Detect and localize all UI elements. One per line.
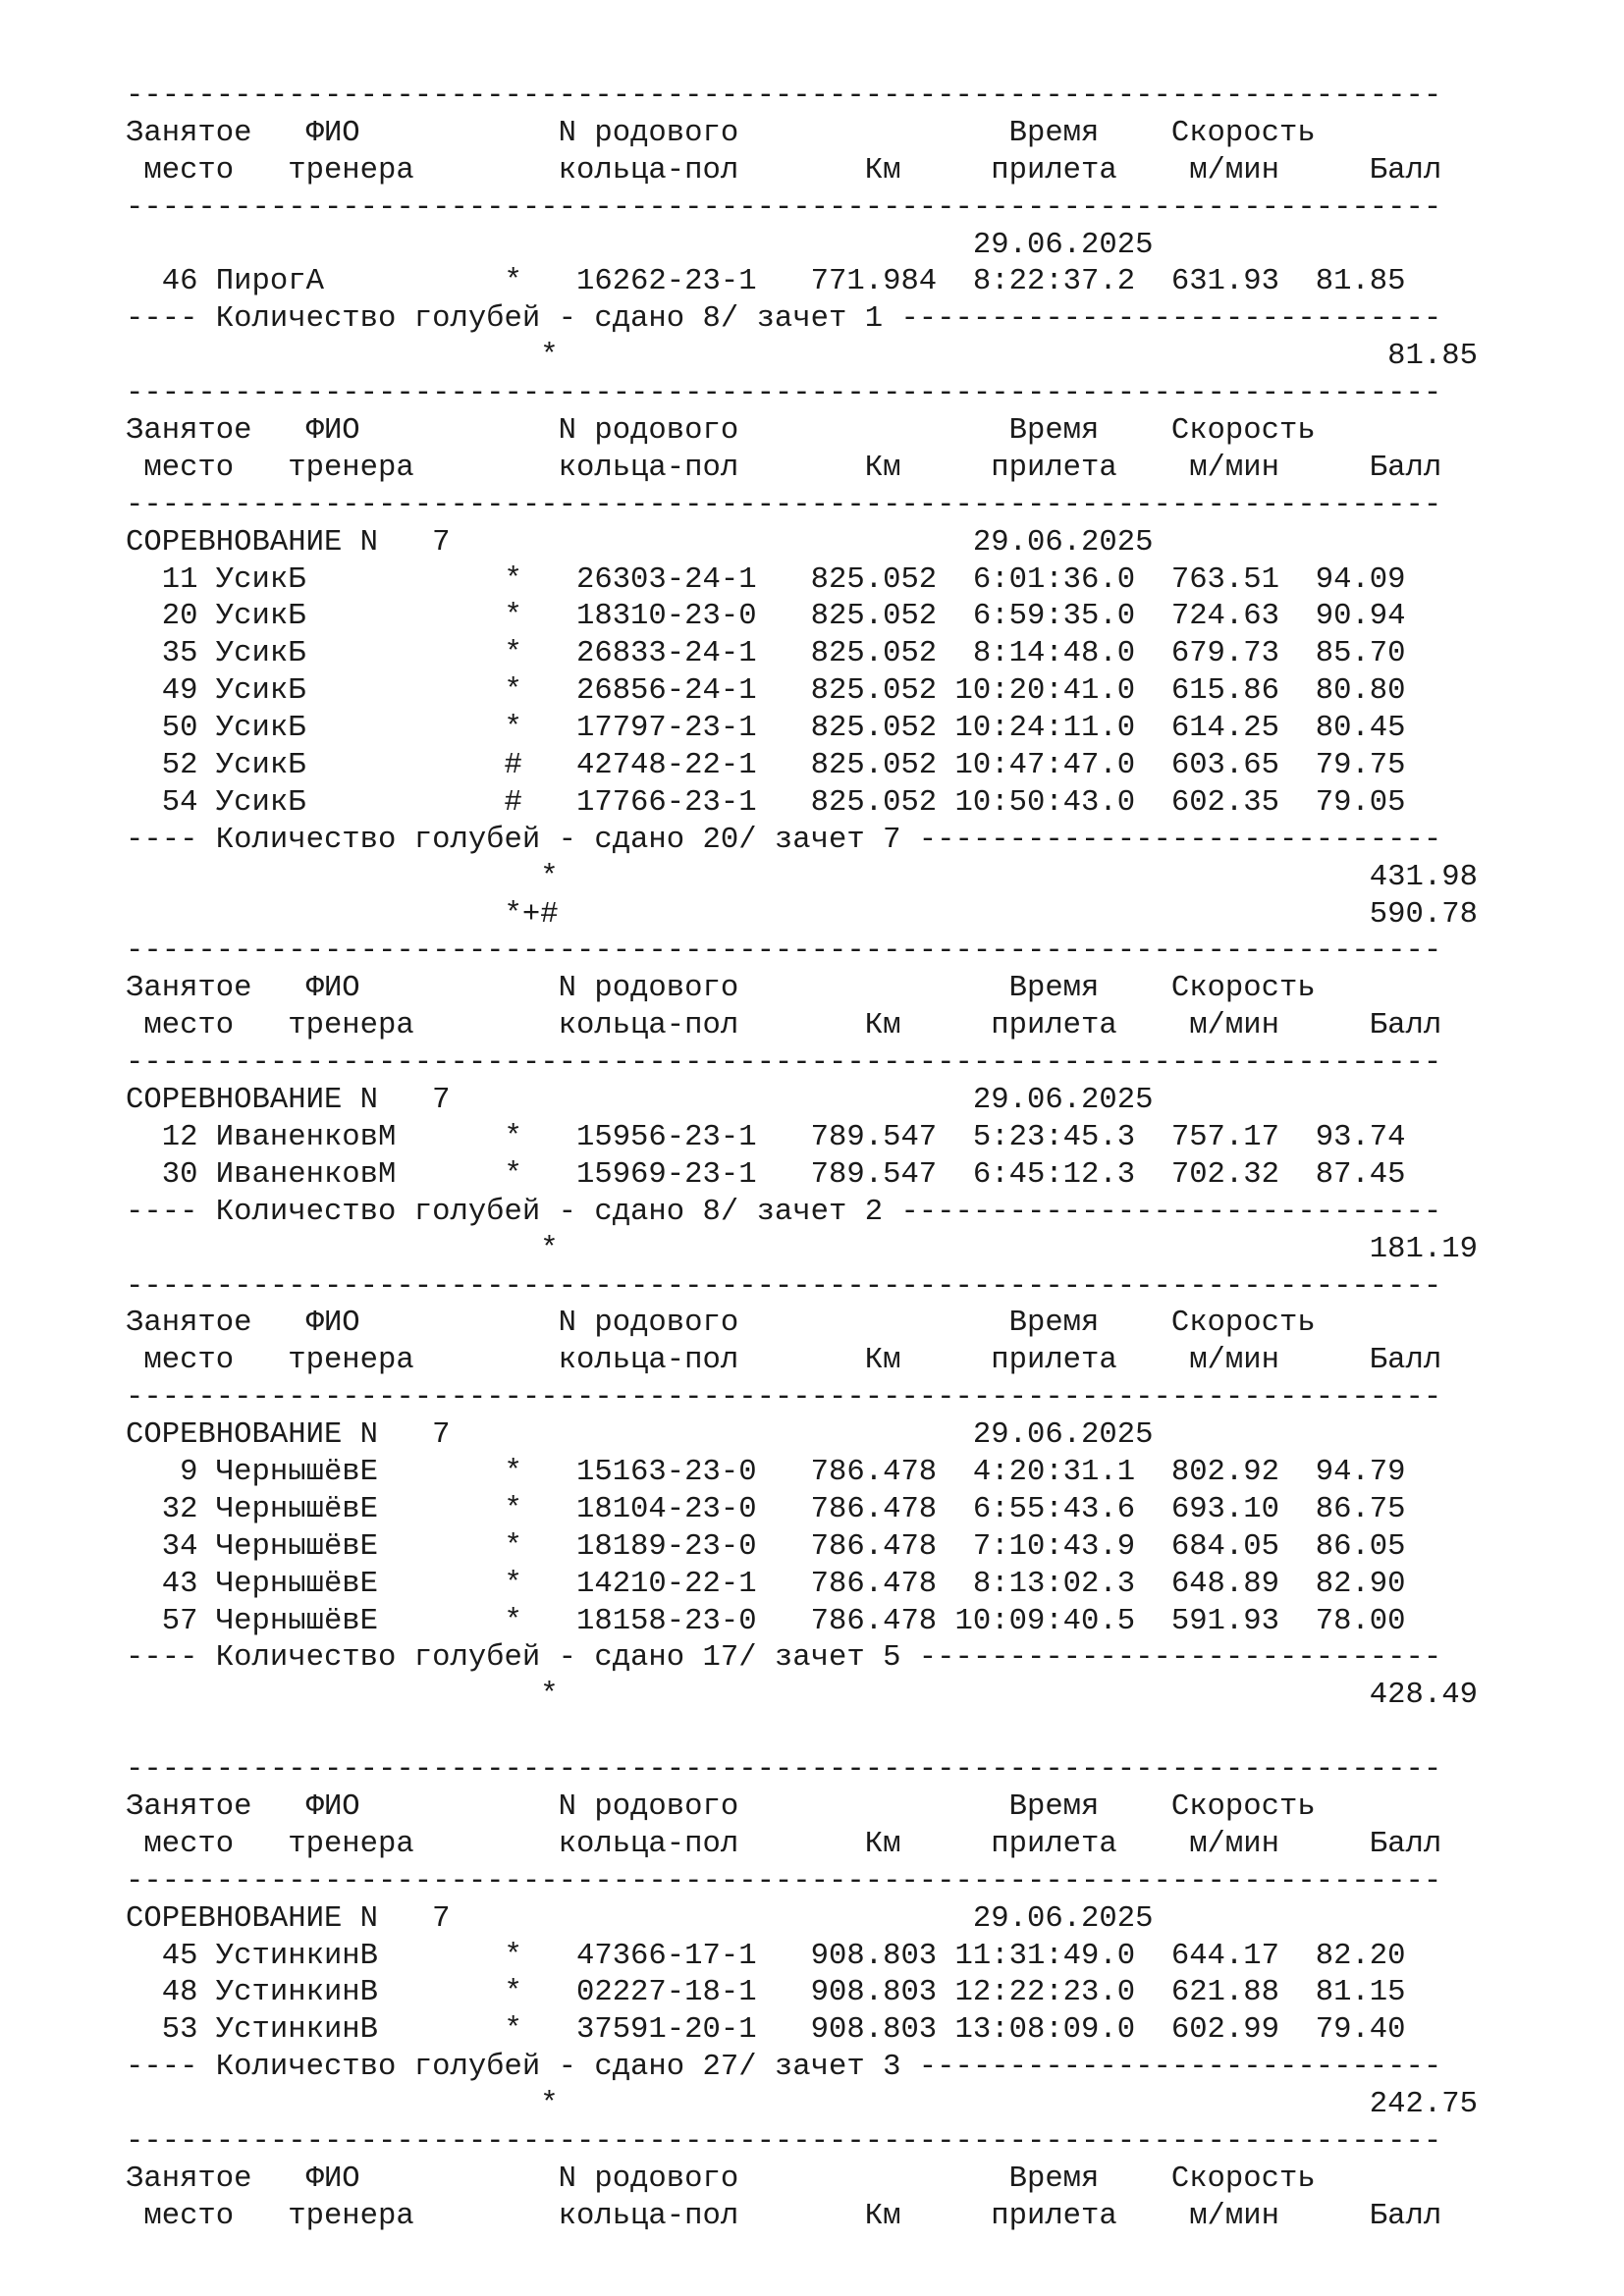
column-header-line-2: место тренера кольца-пол Км прилета м/мин Балл (126, 1344, 1442, 1378)
column-header-line-1: Занятое ФИО N родового Время Скорость (126, 116, 1316, 150)
result-row: 12 ИваненковМ * 15956-23-1 789.547 5:23:45.3 757.17 93.74 (126, 1120, 1406, 1154)
result-row: 48 УстинкинВ * 02227-18-1 908.803 12:22:23.0 621.88 81.15 (126, 1976, 1406, 2010)
group-total-line: *+# 590.78 (126, 897, 1478, 932)
separator-line: ------------------------------------------------------------------------- (126, 1381, 1442, 1415)
result-row: 49 УсикБ * 26856-24-1 825.052 10:20:41.0 615.86 80.80 (126, 674, 1406, 709)
separator-line: ------------------------------------------------------------------------- (126, 377, 1442, 411)
result-row: 50 УсикБ * 17797-23-1 825.052 10:24:11.0 614.25 80.45 (126, 712, 1406, 746)
column-header-line-2: место тренера кольца-пол Км прилета м/мин Балл (126, 1827, 1442, 1861)
column-header-line-2: место тренера кольца-пол Км прилета м/мин Балл (126, 451, 1442, 485)
group-summary-line: ---- Количество голубей - сдано 8/ зачет 2 ------------------------------ (126, 1195, 1442, 1229)
column-header-line-1: Занятое ФИО N родового Время Скорость (126, 414, 1316, 449)
result-row: 52 УсикБ # 42748-22-1 825.052 10:47:47.0 603.65 79.75 (126, 749, 1406, 783)
group-summary-line: ---- Количество голубей - сдано 20/ зачет 7 ----------------------------- (126, 823, 1442, 857)
blank-line (126, 1715, 1478, 1752)
group-total-line: * 181.19 (126, 1232, 1478, 1266)
group-summary-line: ---- Количество голубей - сдано 8/ зачет 1 ------------------------------ (126, 302, 1442, 337)
result-row: 46 ПирогА * 16262-23-1 771.984 8:22:37.2 631.93 81.85 (126, 265, 1406, 299)
separator-line: ------------------------------------------------------------------------- (126, 1864, 1442, 1898)
result-row: 45 УстинкинВ * 47366-17-1 908.803 11:31:49.0 644.17 82.20 (126, 1939, 1406, 1973)
result-row: 57 ЧернышёвЕ * 18158-23-0 786.478 10:09:40.5 591.93 78.00 (126, 1604, 1406, 1638)
result-row: 35 УсикБ * 26833-24-1 825.052 8:14:48.0 679.73 85.70 (126, 637, 1406, 671)
column-header-line-2: место тренера кольца-пол Км прилета м/мин Балл (126, 153, 1442, 187)
result-row: 11 УсикБ * 26303-24-1 825.052 6:01:36.0 763.51 94.09 (126, 562, 1406, 597)
separator-line: ------------------------------------------------------------------------- (126, 488, 1442, 522)
competition-heading-line: 29.06.2025 (126, 228, 1154, 262)
column-header-line-1: Занятое ФИО N родового Время Скорость (126, 2162, 1316, 2196)
separator-line: ------------------------------------------------------------------------- (126, 1753, 1442, 1788)
group-total-line: * 81.85 (126, 340, 1478, 374)
column-header-line-1: Занятое ФИО N родового Время Скорость (126, 1307, 1316, 1341)
group-summary-line: ---- Количество голубей - сдано 17/ зачет 5 ----------------------------- (126, 1641, 1442, 1676)
group-total-line: * 428.49 (126, 1679, 1478, 1713)
separator-line: ------------------------------------------------------------------------- (126, 80, 1442, 113)
result-row: 9 ЧернышёвЕ * 15163-23-0 786.478 4:20:31.1 802.92 94.79 (126, 1455, 1406, 1489)
separator-line: ------------------------------------------------------------------------- (126, 1046, 1442, 1081)
group-total-line: * 431.98 (126, 860, 1478, 894)
separator-line: ------------------------------------------------------------------------- (126, 190, 1442, 225)
column-header-line-1: Занятое ФИО N родового Время Скорость (126, 972, 1316, 1006)
competition-heading-line: СОРЕВНОВАНИЕ N 7 29.06.2025 (126, 1901, 1154, 1936)
result-row: 53 УстинкинВ * 37591-20-1 908.803 13:08:09.0 602.99 79.40 (126, 2013, 1406, 2048)
competition-results-listing (126, 79, 1478, 2236)
separator-line: ------------------------------------------------------------------------- (126, 2124, 1442, 2159)
group-summary-line: ---- Количество голубей - сдано 27/ зачет 3 ----------------------------- (126, 2051, 1442, 2085)
separator-line: ------------------------------------------------------------------------- (126, 1269, 1442, 1304)
result-row: 54 УсикБ # 17766-23-1 825.052 10:50:43.0 602.35 79.05 (126, 785, 1406, 820)
competition-heading-line: СОРЕВНОВАНИЕ N 7 29.06.2025 (126, 1418, 1154, 1453)
separator-line: ------------------------------------------------------------------------- (126, 934, 1442, 969)
competition-heading-line: СОРЕВНОВАНИЕ N 7 29.06.2025 (126, 525, 1154, 560)
result-row: 43 ЧернышёвЕ * 14210-22-1 786.478 8:13:02.3 648.89 82.90 (126, 1567, 1406, 1601)
group-total-line: * 242.75 (126, 2088, 1478, 2122)
result-row: 34 ЧернышёвЕ * 18189-23-0 786.478 7:10:43.9 684.05 86.05 (126, 1529, 1406, 1564)
result-row: 32 ЧернышёвЕ * 18104-23-0 786.478 6:55:43.6 693.10 86.75 (126, 1492, 1406, 1526)
column-header-line-2: место тренера кольца-пол Км прилета м/мин Балл (126, 2199, 1442, 2233)
column-header-line-2: место тренера кольца-пол Км прилета м/мин Балл (126, 1009, 1442, 1043)
column-header-line-1: Занятое ФИО N родового Время Скорость (126, 1789, 1316, 1824)
result-row: 20 УсикБ * 18310-23-0 825.052 6:59:35.0 724.63 90.94 (126, 600, 1406, 634)
competition-heading-line: СОРЕВНОВАНИЕ N 7 29.06.2025 (126, 1084, 1154, 1118)
result-row: 30 ИваненковМ * 15969-23-1 789.547 6:45:12.3 702.32 87.45 (126, 1157, 1406, 1192)
